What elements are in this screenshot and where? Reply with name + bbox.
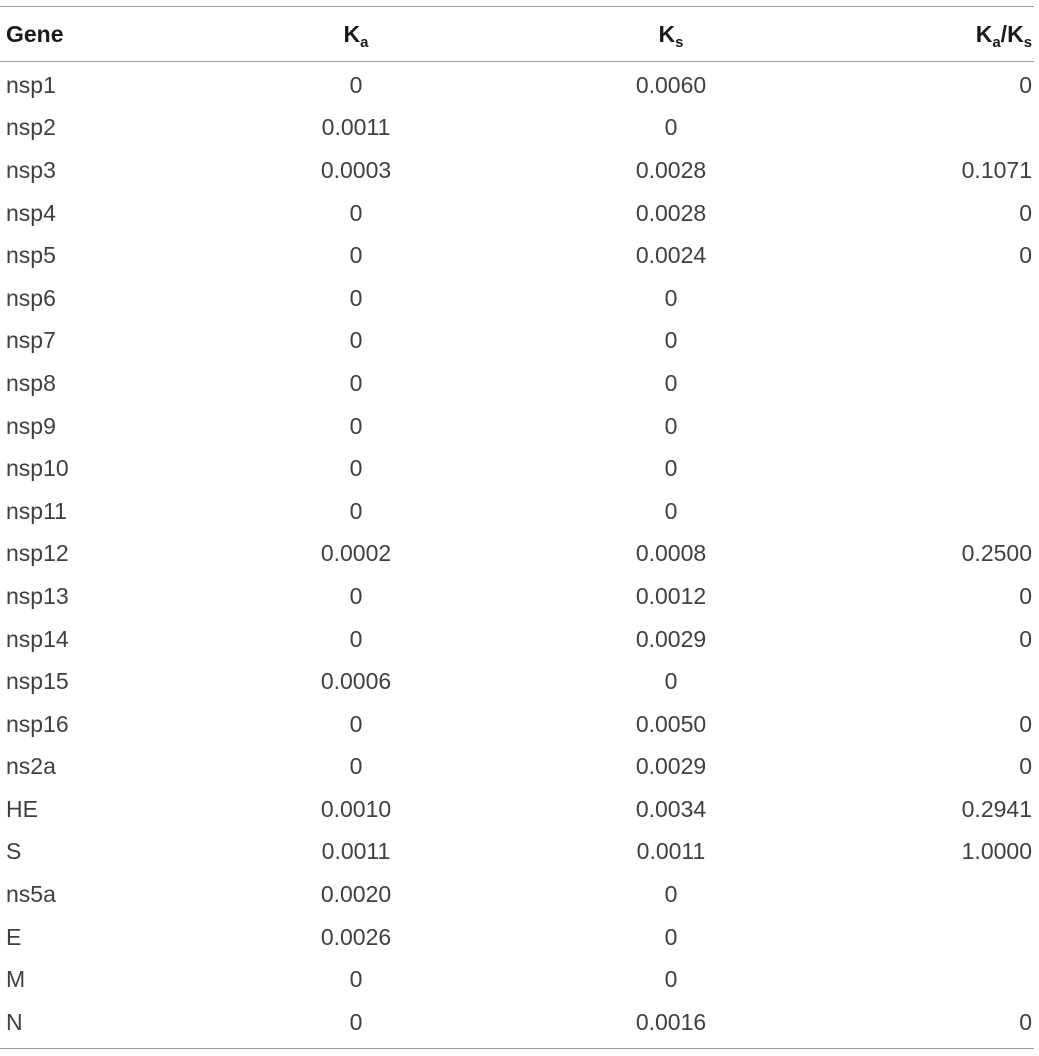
- cell-ka: 0: [349, 625, 363, 652]
- cell-gene: M: [6, 966, 26, 993]
- cell-gene: nsp6: [6, 284, 56, 311]
- cell-ks: 0.0024: [635, 242, 707, 269]
- table-row: [0, 831, 1034, 874]
- cell-gene: N: [6, 1008, 23, 1035]
- cell-gene: S: [6, 838, 22, 865]
- cell-ka-ks-ratio: 0: [1019, 71, 1032, 98]
- cell-ka-ks-ratio: 0.1071: [961, 156, 1032, 183]
- table-row: [0, 362, 1034, 405]
- table-row: [0, 405, 1034, 448]
- cell-ka: 0: [349, 710, 363, 737]
- header-ka-base: K: [343, 20, 361, 47]
- table-row: [0, 746, 1034, 789]
- cell-ks: 0.0050: [635, 710, 707, 737]
- table-row: [0, 490, 1034, 533]
- cell-gene: ns2a: [6, 753, 56, 780]
- cell-ks: 0: [664, 923, 678, 950]
- cell-ka: 0.0010: [320, 795, 392, 822]
- cell-gene: nsp5: [6, 242, 56, 269]
- cell-ka: 0.0002: [320, 540, 392, 567]
- table-row: [0, 618, 1034, 661]
- header-ratio-den-sub: s: [1023, 33, 1032, 51]
- header-ratio-num-sub: a: [992, 33, 1001, 51]
- cell-ka: 0: [349, 966, 363, 993]
- cell-ka-ks-ratio: 0: [1019, 753, 1032, 780]
- cell-ka: 0.0011: [321, 114, 391, 141]
- table-row: [0, 1001, 1034, 1044]
- cell-gene: nsp13: [6, 582, 69, 609]
- table-row: [0, 703, 1034, 746]
- header-ks-base: K: [658, 20, 676, 47]
- cell-gene: E: [6, 923, 22, 950]
- table-row: [0, 533, 1034, 576]
- cell-ka: 0: [349, 199, 363, 226]
- cell-ks: 0.0034: [635, 795, 707, 822]
- cell-gene: HE: [6, 795, 38, 822]
- cell-ka: 0: [349, 1008, 363, 1035]
- cell-gene: nsp7: [6, 327, 56, 354]
- header-ratio-den-base: K: [1007, 20, 1024, 47]
- table-row: [0, 277, 1034, 320]
- table-row: [0, 916, 1034, 959]
- cell-ka-ks-ratio: 0: [1019, 710, 1032, 737]
- cell-ka-ks-ratio: 0: [1019, 242, 1032, 269]
- table-row: [0, 575, 1034, 618]
- cell-ka: 0: [349, 242, 363, 269]
- cell-ks: 0: [664, 455, 678, 482]
- cell-gene: nsp4: [6, 199, 56, 226]
- cell-gene: nsp10: [6, 455, 69, 482]
- table-row: [0, 447, 1034, 490]
- cell-gene: nsp2: [6, 114, 56, 141]
- header-ka-sub: a: [360, 33, 369, 51]
- cell-gene: nsp14: [6, 625, 69, 652]
- table-row: [0, 234, 1034, 277]
- cell-ks: 0.0016: [635, 1008, 707, 1035]
- cell-ka: 0: [349, 753, 363, 780]
- header-ka: [206, 20, 506, 51]
- cell-ks: 0.0028: [635, 199, 707, 226]
- header-ks: [506, 20, 836, 51]
- table-header: [0, 7, 1034, 61]
- cell-ks: 0.0012: [635, 582, 707, 609]
- cell-ks: 0.0029: [635, 625, 707, 652]
- table-row: [0, 788, 1034, 831]
- cell-ks: 0: [664, 327, 678, 354]
- table-row: [0, 958, 1034, 1001]
- cell-ka: 0: [349, 455, 363, 482]
- table-row: [0, 320, 1034, 363]
- cell-ks: 0.0011: [636, 838, 706, 865]
- cell-ks: 0.0029: [635, 753, 707, 780]
- cell-ka: 0.0011: [321, 838, 391, 865]
- header-ratio-num-base: K: [975, 20, 993, 47]
- cell-gene: nsp15: [6, 668, 69, 695]
- cell-ks: 0: [664, 966, 678, 993]
- cell-gene: nsp16: [6, 710, 69, 737]
- table-row: [0, 149, 1034, 192]
- header-gene: Gene: [6, 20, 64, 47]
- cell-gene: nsp12: [6, 540, 69, 567]
- cell-ka-ks-ratio: 0: [1019, 199, 1032, 226]
- cell-ka-ks-ratio: 0.2500: [961, 540, 1032, 567]
- table-row: [0, 107, 1034, 150]
- header-ks-sub: s: [675, 33, 684, 51]
- cell-gene: nsp1: [6, 71, 56, 98]
- header-ka-ks-ratio: [836, 20, 1034, 51]
- cell-ks: 0.0060: [635, 71, 707, 98]
- cell-ks: 0: [664, 497, 678, 524]
- cell-ks: 0: [664, 668, 678, 695]
- cell-ka-ks-ratio: 0: [1019, 582, 1032, 609]
- cell-ka: 0.0020: [320, 881, 392, 908]
- bottom-rule: [0, 1048, 1034, 1049]
- table-body: [0, 62, 1034, 1048]
- cell-ka: 0.0003: [320, 156, 392, 183]
- cell-ka: 0: [349, 582, 363, 609]
- cell-gene: nsp3: [6, 156, 56, 183]
- cell-ka-ks-ratio: 0: [1019, 1008, 1032, 1035]
- cell-ka: 0: [349, 327, 363, 354]
- table-row: [0, 64, 1034, 107]
- cell-ks: 0: [664, 369, 678, 396]
- cell-ka: 0: [349, 369, 363, 396]
- header-ratio-slash: /: [1000, 20, 1008, 47]
- cell-gene: nsp8: [6, 369, 56, 396]
- cell-ks: 0.0028: [635, 156, 707, 183]
- cell-ka: 0.0006: [320, 668, 392, 695]
- cell-ka-ks-ratio: 0.2941: [961, 795, 1032, 822]
- cell-ka: 0: [349, 284, 363, 311]
- cell-ks: 0: [664, 412, 678, 439]
- table-row: [0, 192, 1034, 235]
- cell-gene: ns5a: [6, 881, 56, 908]
- cell-ks: 0: [664, 114, 678, 141]
- table-row: [0, 660, 1034, 703]
- cell-ks: 0.0008: [635, 540, 707, 567]
- cell-ka: 0: [349, 497, 363, 524]
- cell-ka: 0: [349, 71, 363, 98]
- table-row: [0, 873, 1034, 916]
- cell-ka: 0.0026: [320, 923, 392, 950]
- kaks-table: [0, 6, 1034, 1049]
- cell-gene: nsp11: [6, 497, 67, 524]
- cell-ka-ks-ratio: 1.0000: [961, 838, 1032, 865]
- cell-ks: 0: [664, 881, 678, 908]
- cell-ka: 0: [349, 412, 363, 439]
- cell-ka-ks-ratio: 0: [1019, 625, 1032, 652]
- cell-gene: nsp9: [6, 412, 56, 439]
- cell-ks: 0: [664, 284, 678, 311]
